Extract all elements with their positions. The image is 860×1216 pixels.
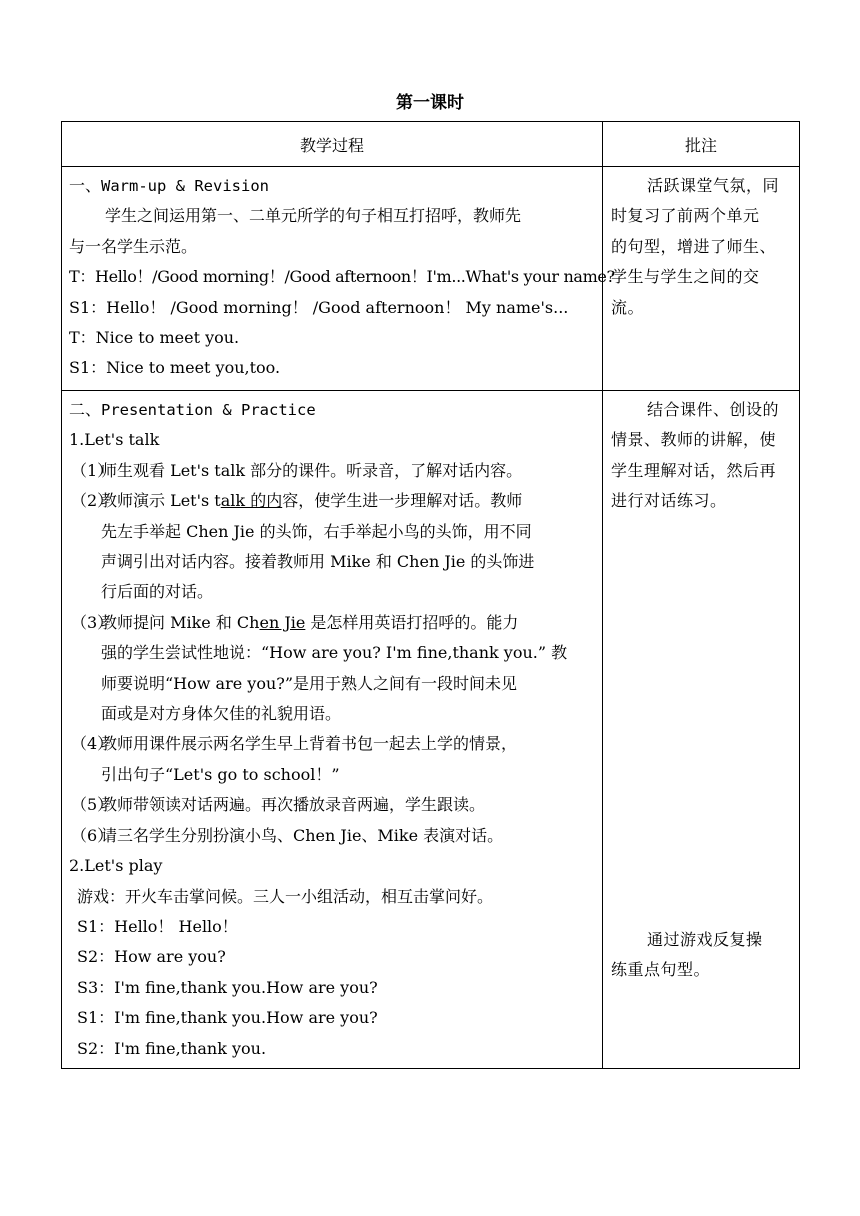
dialog-line: T：Hello！/Good morning！/Good afternoon！I'm...What's your name?: [69, 267, 615, 287]
note-line: 时复习了前两个单元: [611, 206, 760, 226]
dialog-line: S2：I'm fine,thank you.: [77, 1038, 267, 1058]
dialog-line: S1：Nice to meet you,too.: [69, 358, 281, 378]
header-process: 教学过程: [62, 122, 603, 167]
section-1-note-cell: [603, 167, 800, 391]
step-3: （3） 教师提问 Mike 和 Chen Jie 是怎样用英语打招呼的。能力 强的学生尝试性地说：“How are you? I'm fine,thank you.” 教 师要说明“How are you?”是用于熟人之间有一段时间未见 面或是对方身体欠佳的礼貌用语。: [71, 612, 568, 724]
section-2-row: [62, 391, 800, 1069]
header-row: [62, 122, 800, 167]
dialog-line: S1：I'm fine,thank you.How are you?: [77, 1008, 378, 1028]
note-line: 的句型，增进了师生、: [611, 236, 777, 256]
dialog-line: S1：Hello！ /Good morning！ /Good afternoon！ My name's...: [69, 297, 569, 317]
section-1-process-cell: [62, 167, 615, 391]
step-1: （1） 师生观看 Let's talk 部分的课件。听录音，了解对话内容。: [71, 460, 523, 480]
note-line: 流。: [611, 297, 645, 317]
note-line: 通过游戏反复操: [647, 929, 763, 949]
section-1-row: [62, 167, 800, 391]
note-line: 结合课件、创设的: [647, 400, 780, 419]
step-5: （5） 教师带领读对话两遍。再次播放录音两遍，学生跟读。: [71, 795, 486, 815]
note-line: 情景、教师的讲解，使: [611, 430, 777, 450]
step-4: （4） 教师用课件展示两名学生早上背着书包一起去上学的情景， 引出句子“Let's go to school！”: [71, 734, 518, 784]
section-1-intro-2: 与一名学生示范。: [69, 236, 198, 256]
dialog-line: S3：I'm fine,thank you.How are you?: [77, 977, 378, 997]
lesson-table: [61, 121, 800, 1069]
header-notes: 批注: [603, 122, 800, 167]
dialog-line: S2：How are you?: [77, 947, 226, 967]
part-1-title: 1.Let's talk: [69, 430, 160, 450]
dialog-line: T：Nice to meet you.: [69, 328, 240, 348]
section-1-heading: 一、Warm-up & Revision: [69, 176, 269, 195]
dialog-line: S1：Hello！ Hello！: [77, 916, 238, 936]
note-line: 活跃课堂气氛，同: [647, 176, 780, 195]
page-title: 第一课时: [396, 93, 464, 113]
section-2-note-cell: [603, 391, 800, 1069]
section-2-process-cell: [62, 391, 603, 1069]
section-2-heading: 二、Presentation & Practice: [69, 400, 316, 419]
section-1-intro-1: 学生之间运用第一、二单元所学的句子相互打招呼，教师先: [105, 206, 522, 226]
game-description: 游戏：开火车击掌问候。三人一小组活动，相互击掌问好。: [77, 886, 494, 906]
step-2: （2） 教师演示 Let's talk 的内容，使学生进一步理解对话。教师 先左手举起 Chen Jie 的头饰，右手举起小鸟的头饰，用不同 声调引出对话内容。接着教师用 Mike 和 Chen Jie 的头饰进 行后面的对话。: [71, 491, 535, 602]
note-line: 学生理解对话，然后再: [611, 460, 777, 480]
note-line: 学生与学生之间的交: [611, 267, 760, 287]
part-2-title: 2.Let's play: [69, 856, 163, 876]
note-line: 进行对话练习。: [611, 491, 727, 511]
step-6: （6） 请三名学生分别扮演小鸟、Chen Jie、Mike 表演对话。: [71, 825, 504, 845]
note-line: 练重点句型。: [611, 960, 711, 980]
